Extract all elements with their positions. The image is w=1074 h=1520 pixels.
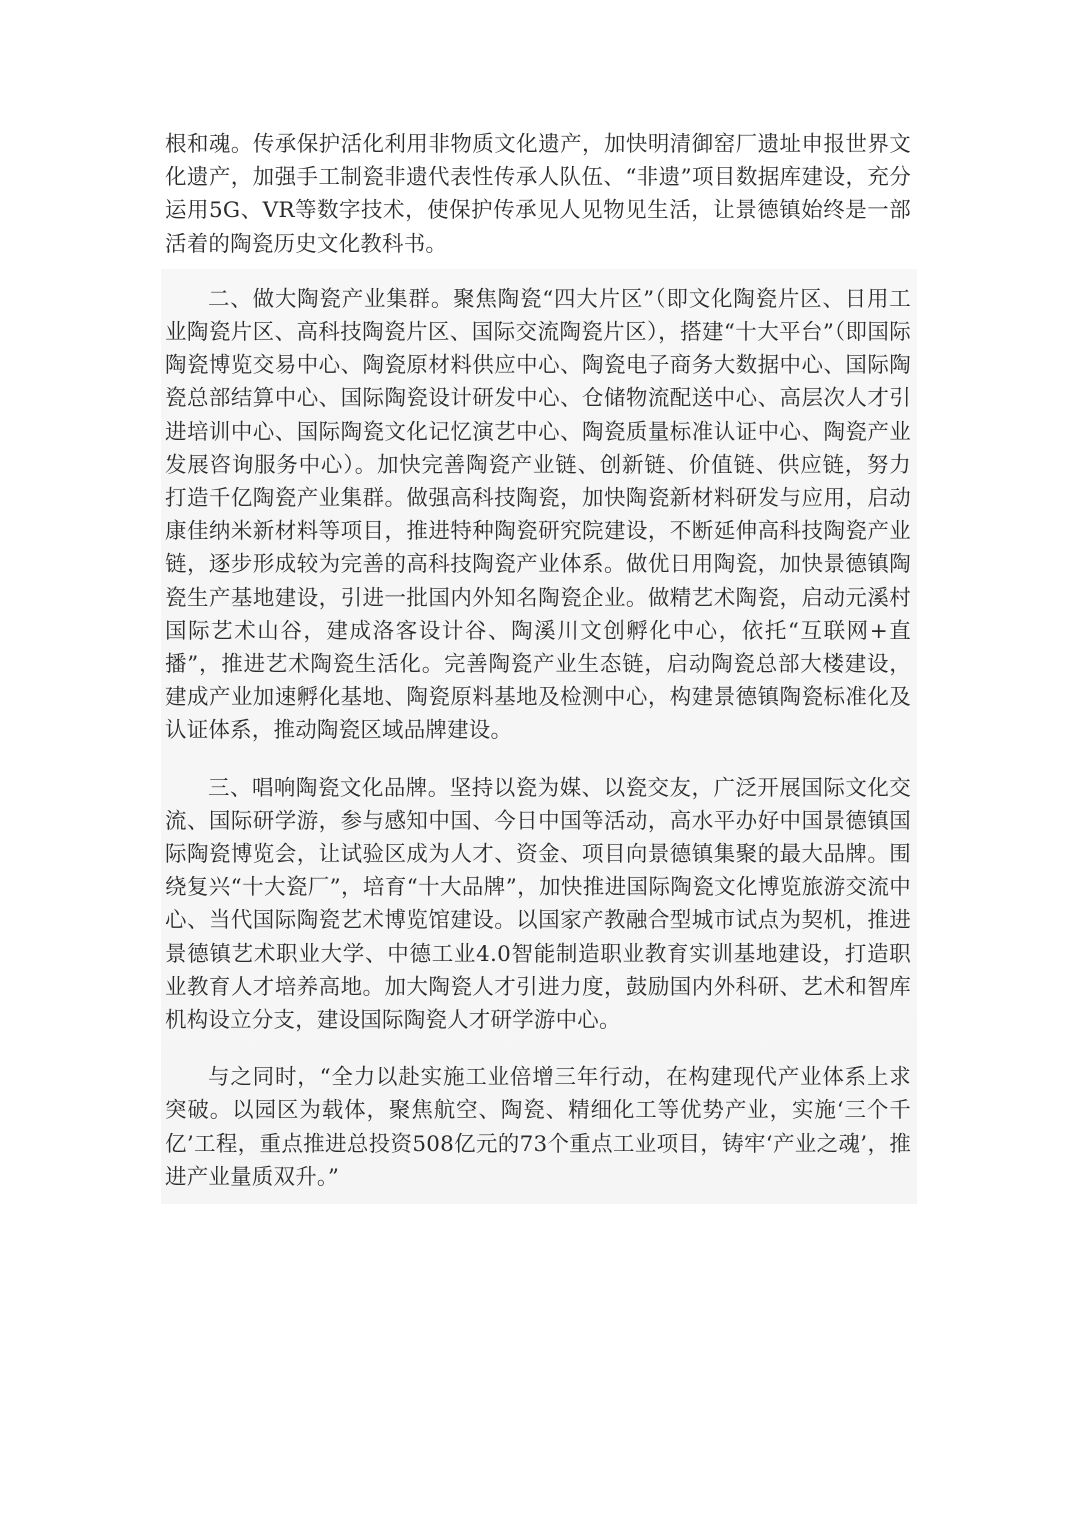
document-body	[161, 126, 917, 1204]
paragraph-heritage: 根和魂。传承保护活化利用非物质文化遗产，加快明清御窑厂遗址申报世界文化遗产，加强手工制瓷非遗代表性传承人队伍、“非遗”项目数据库建设，充分运用5G、VR等数字技术，使保护传承见人见物见生活，让景德镇始终是一部活着的陶瓷历史文化教科书。	[161, 126, 917, 269]
paragraph-culture-brand: 三、唱响陶瓷文化品牌。坚持以瓷为媒、以瓷交友，广泛开展国际文化交流、国际研学游，参与感知中国、今日中国等活动，高水平办好中国景德镇国际陶瓷博览会，让试验区成为人才、资金、项目向景德镇集聚的最大品牌。围绕复兴“十大瓷厂”，培育“十大品牌”，加快推进国际陶瓷文化博览旅游交流中心、当代国际陶瓷艺术博览馆建设。以国家产教融合型城市试点为契机，推进景德镇艺术职业大学、中德工业4.0智能制造职业教育实训基地建设，打造职业教育人才培养高地。加大陶瓷人才引进力度，鼓励国内外科研、艺术和智库机构设立分支，建设国际陶瓷人才研学游中心。	[165, 775, 911, 1034]
paragraph-industry-cluster: 二、做大陶瓷产业集群。聚焦陶瓷“四大片区”（即文化陶瓷片区、日用工业陶瓷片区、高科技陶瓷片区、国际交流陶瓷片区），搭建“十大平台”（即国际陶瓷博览交易中心、陶瓷原材料供应中心、陶瓷电子商务大数据中心、国际陶瓷总部结算中心、国际陶瓷设计研发中心、仓储物流配送中心、高层次人才引进培训中心、国际陶瓷文化记忆演艺中心、陶瓷质量标准认证中心、陶瓷产业发展咨询服务中心）。加快完善陶瓷产业链、创新链、价值链、供应链，努力打造千亿陶瓷产业集群。做强高科技陶瓷，加快陶瓷新材料研发与应用，启动康佳纳米新材料等项目，推进特种陶瓷研究院建设，不断延伸高科技陶瓷产业链，逐步形成较为完善的高科技陶瓷产业体系。做优日用陶瓷，加快景德镇陶瓷生产基地建设，引进一批国内外知名陶瓷企业。做精艺术陶瓷，启动元溪村国际艺术山谷，建成洛客设计谷、陶溪川文创孵化中心，依托“互联网+直播”，推进艺术陶瓷生活化。完善陶瓷产业生态链，启动陶瓷总部大楼建设，建成产业加速孵化基地、陶瓷原料基地及检测中心，构建景德镇陶瓷标准化及认证体系，推动陶瓷区域品牌建设。	[165, 286, 911, 744]
paragraph-industrial-action: 与之同时，“全力以赴实施工业倍增三年行动，在构建现代产业体系上求突破。以园区为载体，聚焦航空、陶瓷、精细化工等优势产业，实施‘三个千亿’工程，重点推进总投资508亿元的73个重点工业项目，铸牢‘产业之魂’，推进产业量质双升。”	[165, 1065, 911, 1190]
